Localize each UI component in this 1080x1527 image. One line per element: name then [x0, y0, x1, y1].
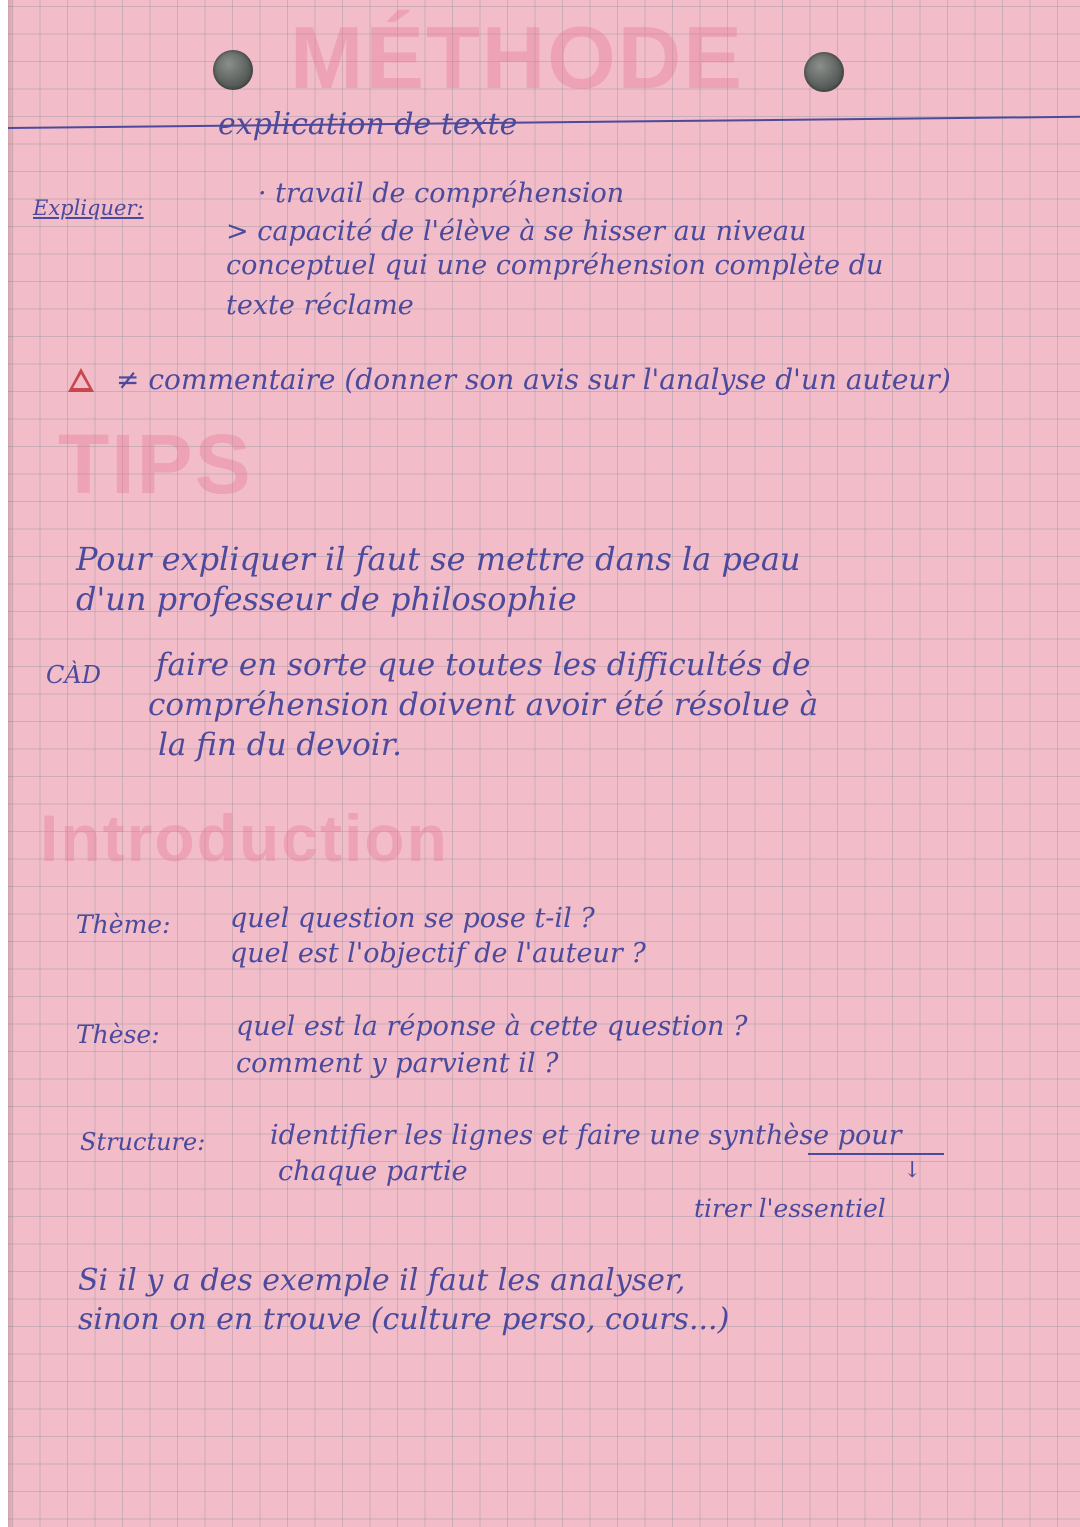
notebook-page: [8, 0, 1080, 1527]
cad-line: la fin du devoir.: [158, 727, 402, 763]
structure-label: Structure:: [80, 1128, 206, 1156]
these-line: comment y parvient il ?: [236, 1048, 559, 1079]
expliquer-bullet: · travail de compréhension: [258, 178, 625, 209]
structure-line: chaque partie: [278, 1156, 468, 1187]
expliquer-line: texte réclame: [226, 290, 414, 321]
synthese-underline: [808, 1153, 944, 1155]
tips-heading: TIPS: [58, 417, 253, 511]
warning-text: ≠ commentaire (donner son avis sur l'analyse d'un auteur): [116, 363, 951, 396]
warning-icon: [68, 368, 94, 392]
cad-line: faire en sorte que toutes les difficultés de: [156, 647, 811, 683]
these-line: quel est la réponse à cette question ?: [236, 1011, 748, 1042]
example-line: Si il y a des exemple il faut les analyser,: [78, 1263, 686, 1298]
theme-line: quel est l'objectif de l'auteur ?: [230, 938, 646, 969]
tips-line: d'un professeur de philosophie: [76, 580, 577, 618]
theme-label: Thème:: [76, 910, 171, 939]
binder-hole-right: [804, 52, 844, 92]
essential-note: tirer l'essentiel: [694, 1194, 886, 1223]
theme-line: quel question se pose t-il ?: [230, 903, 595, 934]
page-edge-shadow: [8, 0, 14, 1527]
expliquer-line: > capacité de l'élève à se hisser au niveau: [226, 216, 807, 247]
introduction-heading: Introduction: [40, 801, 449, 875]
page-subtitle: explication de texte: [218, 107, 518, 142]
title-rule: [8, 116, 1080, 129]
down-arrow-icon: ↓: [903, 1158, 922, 1183]
expliquer-label: Expliquer:: [33, 196, 144, 220]
title-watermark: MÉTHODE: [290, 8, 744, 107]
binder-hole-left: [213, 50, 253, 90]
expliquer-line: conceptuel qui une compréhension complète du: [226, 250, 884, 281]
these-label: Thèse:: [76, 1020, 160, 1049]
cad-label: CÀD: [46, 661, 101, 689]
cad-line: compréhension doivent avoir été résolue à: [148, 687, 819, 723]
example-line: sinon on en trouve (culture perso, cours...): [78, 1302, 730, 1337]
tips-line: Pour expliquer il faut se mettre dans la peau: [76, 540, 801, 578]
structure-line: identifier les lignes et faire une synthèse pour: [270, 1120, 902, 1151]
